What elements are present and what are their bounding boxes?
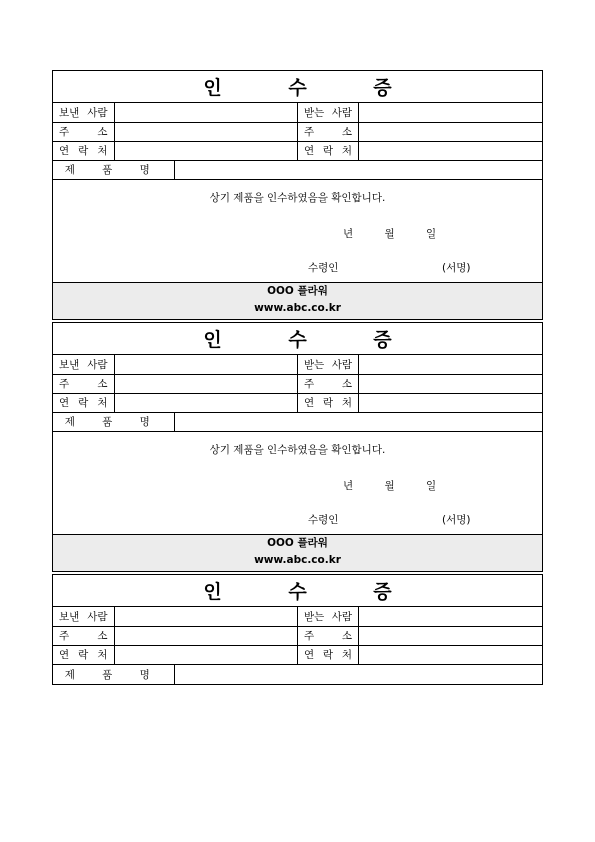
- sender-field[interactable]: [114, 103, 298, 122]
- receipt-form-2: [52, 322, 543, 572]
- product-table: [53, 665, 542, 684]
- signature-line: [308, 260, 471, 275]
- confirmation-area: [53, 180, 542, 284]
- receiver-contact-field[interactable]: [359, 645, 543, 664]
- receipt-info-table: [53, 607, 542, 665]
- product-name-field[interactable]: [174, 161, 542, 180]
- product-name-field[interactable]: [174, 413, 542, 432]
- receiver-address-field[interactable]: [359, 122, 543, 141]
- product-name-label: 제 품 명: [53, 413, 174, 432]
- sender-address-label: 주 소: [53, 626, 114, 645]
- company-website[interactable]: www.abc.co.kr: [254, 554, 341, 566]
- receiver-address-label: 주 소: [298, 374, 359, 393]
- sender-label: 보낸 사람: [53, 607, 114, 626]
- company-footer: [53, 534, 542, 571]
- receipt-form-3: [52, 574, 543, 685]
- date-line: 년 월 일: [343, 480, 437, 492]
- receiver-contact-label: 연 락 처: [298, 645, 359, 664]
- sender-field[interactable]: [114, 355, 298, 374]
- confirmation-text: 상기 제품을 인수하였음을 확인합니다.: [209, 192, 386, 204]
- product-name-field[interactable]: [174, 665, 542, 684]
- signature-line: [308, 512, 471, 527]
- receiver-contact-field[interactable]: [359, 141, 543, 160]
- receiver-field[interactable]: [359, 607, 543, 626]
- receiver-contact-label: 연 락 처: [298, 141, 359, 160]
- sender-label: 보낸 사람: [53, 103, 114, 122]
- signature-label: (서명): [442, 514, 471, 526]
- signature-label: (서명): [442, 262, 471, 274]
- product-table: [53, 413, 542, 433]
- sender-contact-label: 연 락 처: [53, 393, 114, 412]
- receiver-address-label: 주 소: [298, 626, 359, 645]
- sender-field[interactable]: [114, 607, 298, 626]
- company-website[interactable]: www.abc.co.kr: [254, 302, 341, 314]
- confirmation-text: 상기 제품을 인수하였음을 확인합니다.: [209, 444, 386, 456]
- recipient-label: 수령인: [308, 262, 339, 274]
- date-line: 년 월 일: [343, 228, 437, 240]
- sender-label: 보낸 사람: [53, 355, 114, 374]
- sender-address-field[interactable]: [114, 122, 298, 141]
- receiver-field[interactable]: [359, 103, 543, 122]
- sender-address-label: 주 소: [53, 374, 114, 393]
- product-table: [53, 161, 542, 181]
- receiver-contact-label: 연 락 처: [298, 393, 359, 412]
- company-name: OOO 플라워: [267, 537, 328, 549]
- sender-address-field[interactable]: [114, 374, 298, 393]
- receiver-label: 받는 사람: [298, 103, 359, 122]
- receipt-title: 인 수 증: [53, 323, 542, 355]
- sender-address-field[interactable]: [114, 626, 298, 645]
- sender-contact-label: 연 락 처: [53, 141, 114, 160]
- receipt-form-1: [52, 70, 543, 320]
- receipt-title: 인 수 증: [53, 575, 542, 607]
- product-name-label: 제 품 명: [53, 665, 174, 684]
- sender-contact-field[interactable]: [114, 393, 298, 412]
- receiver-address-field[interactable]: [359, 374, 543, 393]
- receiver-address-field[interactable]: [359, 626, 543, 645]
- company-name: OOO 플라워: [267, 285, 328, 297]
- sender-contact-label: 연 락 처: [53, 645, 114, 664]
- product-name-label: 제 품 명: [53, 161, 174, 180]
- confirmation-area: [53, 432, 542, 536]
- receipt-info-table: [53, 103, 542, 161]
- receiver-label: 받는 사람: [298, 607, 359, 626]
- company-footer: [53, 282, 542, 319]
- receipt-title: 인 수 증: [53, 71, 542, 103]
- receipt-info-table: [53, 355, 542, 413]
- receiver-contact-field[interactable]: [359, 393, 543, 412]
- receiver-address-label: 주 소: [298, 122, 359, 141]
- receiver-label: 받는 사람: [298, 355, 359, 374]
- receiver-field[interactable]: [359, 355, 543, 374]
- sender-contact-field[interactable]: [114, 645, 298, 664]
- sender-address-label: 주 소: [53, 122, 114, 141]
- sender-contact-field[interactable]: [114, 141, 298, 160]
- recipient-label: 수령인: [308, 514, 339, 526]
